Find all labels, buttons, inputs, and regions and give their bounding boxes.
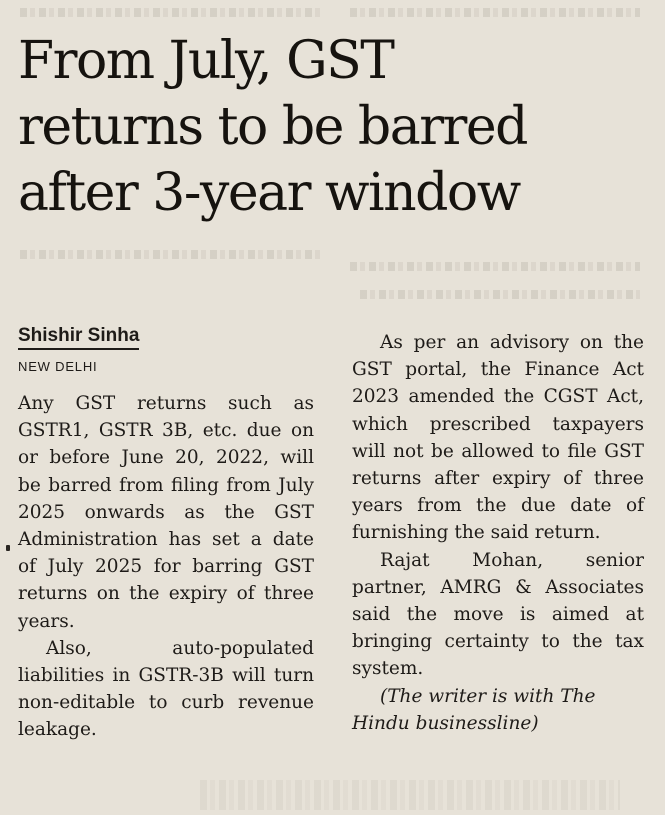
paragraph-2: Also, auto-populated liabilities in GSTR-3B will turn non-editable to curb revenue leakage. [18,637,314,741]
article-column-right [352,329,644,737]
print-speck [6,545,10,551]
article-column-left [18,322,314,744]
headline [18,28,658,226]
paragraph-3: As per an advisory on the GST portal, the Finance Act 2023 amended the CGST Act, which prescribed taxpayers will not be allowed to file GST returns after expiry of three years from the due date of furnishing the said return. [352,332,644,544]
author-byline: Shishir Sinha [18,325,139,350]
paragraph-4: Rajat Mohan, senior partner, AMRG & Associates said the move is aimed at bringing certainty to the tax system. [352,549,644,680]
headline-line-2: returns to be barred [18,97,527,157]
headline-line-3: after 3-year window [18,163,520,223]
dateline: NEW DELHI [18,359,98,374]
headline-line-1: From July, GST [18,31,394,91]
writer-credit: (The writer is with The Hindu businessline) [352,685,596,734]
paragraph-1: Any GST returns such as GSTR1, GSTR 3B, etc. due on or before June 20, 2022, will be barred from filing from July 2025 onwards as the GST Administration has set a date of July 2025 for barring GST returns on the expiry of three years. [18,393,314,632]
